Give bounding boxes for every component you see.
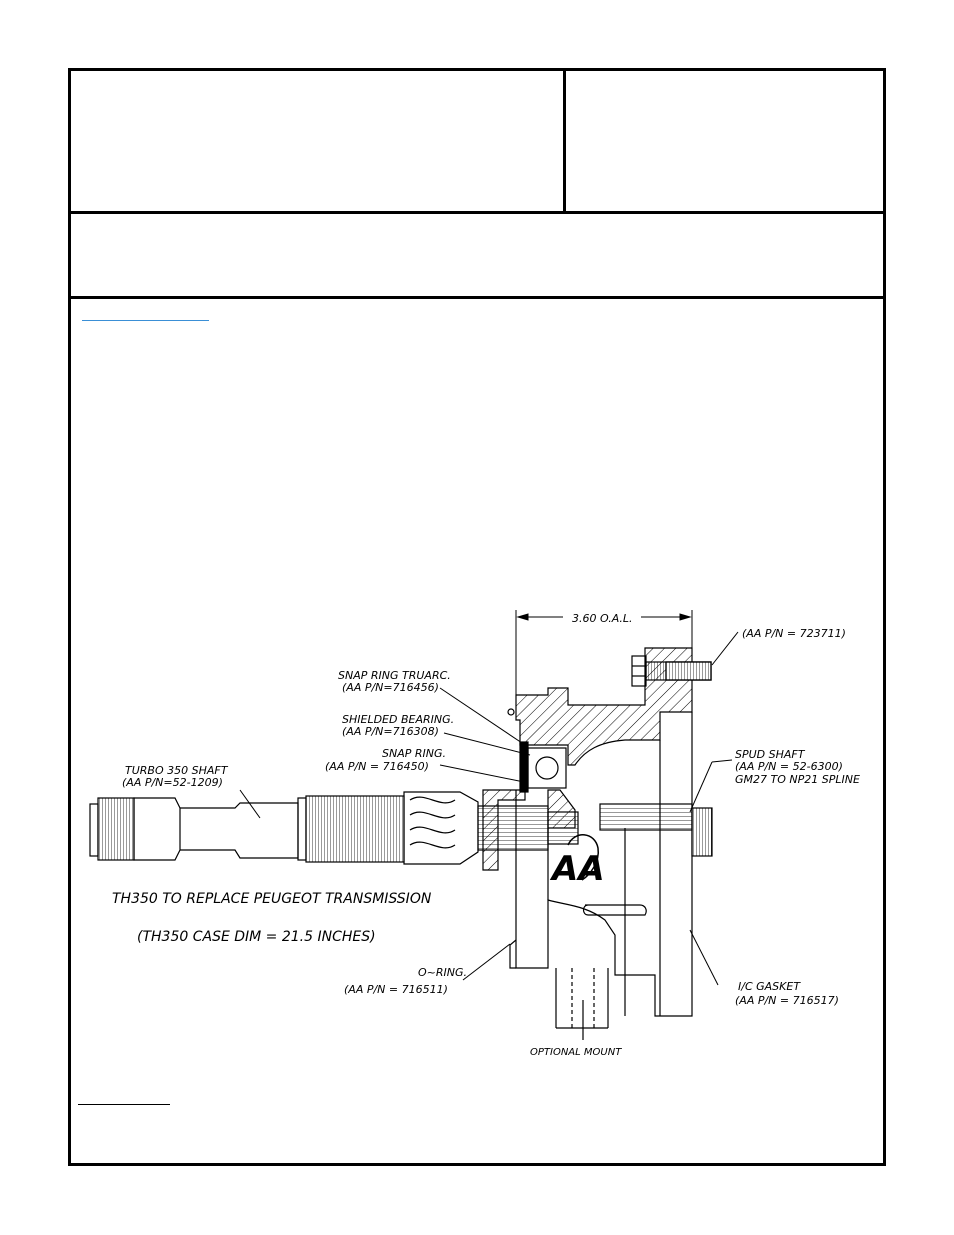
snap-ring-pn: (AA P/N = 716450) <box>325 760 429 773</box>
svg-text:AA: AA <box>552 849 605 889</box>
caption-line2: (TH350 CASE DIM = 21.5 INCHES) <box>137 929 376 945</box>
shielded-bearing-pn: (AA P/N=716308) <box>342 725 439 738</box>
shielded-bearing-label: SHIELDED BEARING. <box>342 713 455 726</box>
dimension-oal-label: 3.60 O.A.L. <box>572 612 633 625</box>
caption-line1: TH350 TO REPLACE PEUGEOT TRANSMISSION <box>112 891 432 907</box>
ic-gasket-pn: (AA P/N = 716517) <box>735 994 839 1007</box>
optional-mount-label: OPTIONAL MOUNT <box>530 1047 622 1058</box>
snap-ring-label: SNAP RING. <box>382 747 447 760</box>
turbo-350-shaft <box>90 792 578 864</box>
snap-ring-truarc-label: SNAP RING TRUARC. <box>338 669 451 682</box>
bolt-pn: (AA P/N = 723711) <box>742 627 846 640</box>
bearing <box>520 742 566 792</box>
o-ring-pn: (AA P/N = 716511) <box>344 983 448 996</box>
spud-shaft-pn: (AA P/N = 52-6300) <box>735 760 843 773</box>
snap-ring-truarc-pn: (AA P/N=716456) <box>342 681 439 694</box>
o-ring-label: O~RING. <box>418 966 468 979</box>
spud-shaft-label: SPUD SHAFT <box>735 748 805 761</box>
ic-gasket-label: I/C GASKET <box>738 980 801 993</box>
turbo-shaft-label: TURBO 350 SHAFT <box>125 764 228 777</box>
spud-shaft-spline: GM27 TO NP21 SPLINE <box>735 773 860 786</box>
spud-shaft <box>600 804 712 856</box>
turbo-shaft-pn: (AA P/N=52-1209) <box>122 776 223 789</box>
